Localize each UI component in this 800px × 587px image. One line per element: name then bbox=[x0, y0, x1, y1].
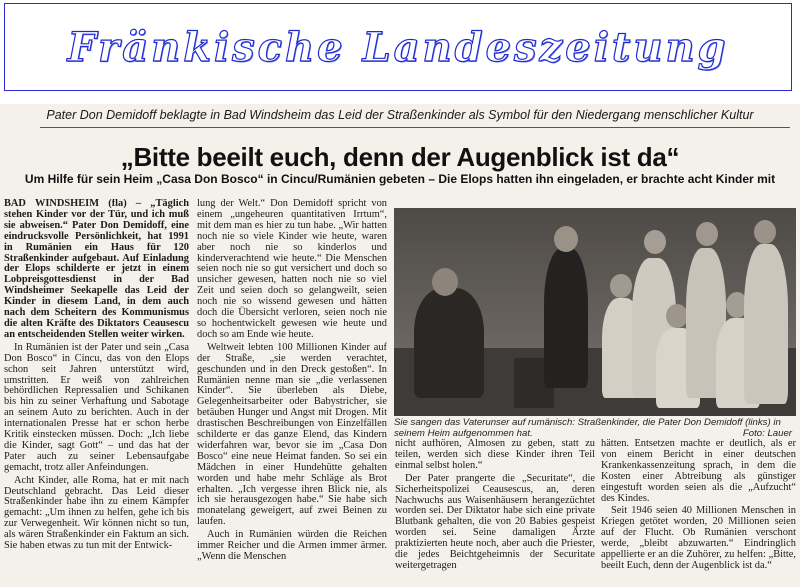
photo-caption bbox=[394, 418, 796, 439]
photo-figure-head bbox=[610, 274, 632, 298]
photo-figure-head bbox=[554, 226, 578, 252]
photo-figure-child bbox=[744, 244, 788, 404]
article-column-2 bbox=[197, 199, 387, 585]
article-paragraph: lung der Welt.“ Don Demidoff spricht von einem „ungeheuren quantitativen Irrtum“, mit dem man es hier zu tun habe. „Wir hatten noch nie so viele Kinder wie heute, waren aber noch nie so kinderlos und kinderverachtend wie heute.“ Die Menschen seien noch nie so gut versichert und doch so unsicher gewesen, hatten noch nie so viel Zeit und seien doch so gelangweilt, seien noch nie so wissend gewesen und hätten doch die Übersicht verloren, seien noch nie so hochentwickelt gewesen wie heute und doch so am Ende wie heute. bbox=[197, 199, 387, 340]
article-paragraph: nicht aufhören, Almosen zu geben, statt zu teilen, werden sich diese Kinder ihren Teil einmal selbst holen.“ bbox=[395, 439, 595, 471]
kicker-rule bbox=[40, 127, 790, 128]
masthead-title: Fränkische Landeszeitung bbox=[67, 24, 729, 71]
article-paragraph: hätten. Entsetzen machte er deutlich, als er von einem Bericht in einer deutschen Krankenkassenzeitung sprach, in dem die Kosten einer Abtreibung als günstiger eingestuft worden seien als die „Aufzucht“ des Kindes. bbox=[601, 439, 796, 504]
article-paragraph: Weltweit lebten 100 Millionen Kinder auf der Straße, „sie werden verachtet, geschunden und in den Dreck gestoßen“. In Rumänien nenne man sie „die verlassenen Kinder“. Sie überleben als Diebe, Gelegenheitsarbeiter oder Babystricher, sie betäuben Hunger und Angst mit Drogen. Mit drastischen Beschreibungen von Einzelfällen schilderte er das ganze Elend, das Kindern widerfahren war, bevor sie im „Casa Don Bosco“ eine neue Heimat fanden. So sei ein Mädchen in einer Hundehütte gehalten worden und habe mehr Schläge als Brot erhalten. „Ich vergesse ihren Blick nie, als ich sie herausgezogen habe.“ Sie habe sich monatelang geweigert, auf zwei Beinen zu laufen. bbox=[197, 341, 387, 528]
article-paragraph: In Rumänien ist der Pater und sein „Casa Don Bosco“ in Cincu, das von den Elops schon seit Jahren unterstützt wird, umstritten. Er weiß von zahlreichen behördlichen Repressalien und Schikanen bis hin zu seiner Verhaftung und Sabotage an seinem Auto zu berichten. Auch in der internationalen Presse hat er schon herbe Kritik einstecken müssen. Doch: „Ich liebe die Kinder, sagt Gott“ – und das hat der Pater auch zu seiner Lebensaufgabe gemacht, trotz aller Anfeindungen. bbox=[4, 341, 189, 473]
article-subhead: Um Hilfe für sein Heim „Casa Don Bosco“ in Cincu/Rumänien gebeten – Die Elops hatten ihn eingeladen, er brachte acht Kinder mit bbox=[24, 172, 776, 186]
newspaper-clipping bbox=[0, 104, 800, 587]
photo-figure-adult bbox=[544, 248, 588, 388]
photo-figure-head bbox=[754, 220, 776, 244]
photo-figure-head bbox=[432, 268, 458, 296]
photo-caption-text: Sie sangen das Vaterunser auf rumänisch: Straßenkinder, die Pater Don Demidoff (links) in seinem Heim aufgenommen hat. bbox=[394, 417, 781, 439]
article-headline: „Bitte beeilt euch, denn der Augenblick ist da“ bbox=[120, 142, 680, 172]
article-photo bbox=[394, 208, 796, 416]
photo-figure-head bbox=[666, 304, 688, 328]
masthead bbox=[4, 3, 792, 91]
article-column-1 bbox=[4, 199, 189, 585]
article-paragraph: Der Pater prangerte die „Securitate“, die Sicherheitspolizei Ceausescus, an, deren Nachwuchs aus Waisenhäusern herangezüchtet worden sei. Der Diktator habe sich eine private Blutbank gehalten, die von 20 Babies gespeist worden sei. Seine damaligen Ärzte praktizierten heute noch, aber auch die Priester, die jedes Beichtgeheimnis der Securitate weitergetragen bbox=[395, 472, 595, 571]
photo-figure-head bbox=[644, 230, 666, 254]
article-lead: BAD WINDSHEIM (fla) – „Täglich stehen Kinder vor der Tür, und ich muß sie abweisen.“ Pater Don Demidoff, eine eindrucksvolle Persönlichkeit, hat 1991 in Rumänien ein Haus für 120 Straßenkinder aufgebaut. Auf Einladung der Elops schilderte er jetzt in einem Lobpreisgottesdienst in der Bad Windsheimer Seekapelle das Leid der Kinder in diesem Land, in dem auch nach dem Scheitern des Kommunismus die alten Kräfte des Diktators Ceausescu an entscheidenden Stellen weiter wirken. bbox=[4, 199, 189, 340]
article-column-3 bbox=[395, 439, 595, 585]
article-paragraph: Auch in Rumänien würden die Reichen immer Reicher und die Armen immer ärmer. „Wenn die Menschen bbox=[197, 529, 387, 562]
photo-figure-head bbox=[696, 222, 718, 246]
article-paragraph: Seit 1946 seien 40 Millionen Menschen in Kriegen getötet worden, 20 Millionen seien auf der Flucht. Ob Rumänien verschont werde, „bleibt abzuwarten.“ Eindringlich appellierte er an die Zuhörer, zu helfen: „Bitte, beeilt Euch, denn der Augenblick ist da.“ bbox=[601, 505, 796, 571]
photo-figure-priest bbox=[414, 288, 484, 398]
photo-credit: Foto: Lauer bbox=[742, 427, 792, 439]
article-kicker: Pater Don Demidoff beklagte in Bad Windsheim das Leid der Straßenkinder als Symbol für den Niedergang menschlicher Kultur bbox=[46, 108, 754, 122]
article-column-4 bbox=[601, 439, 796, 585]
article-paragraph: Acht Kinder, alle Roma, hat er mit nach Deutschland gebracht. Das Leid dieser Straßenkinder habe ihn zu einem Kämpfer gemacht: „Um ihnen zu helfen, gehe ich bis zur Verwegenheit. Wir können nicht so tun, als wären Straßenkinder ein Faktum an sich. Sie haben etwas zu tun mit der Entwick- bbox=[4, 474, 189, 552]
